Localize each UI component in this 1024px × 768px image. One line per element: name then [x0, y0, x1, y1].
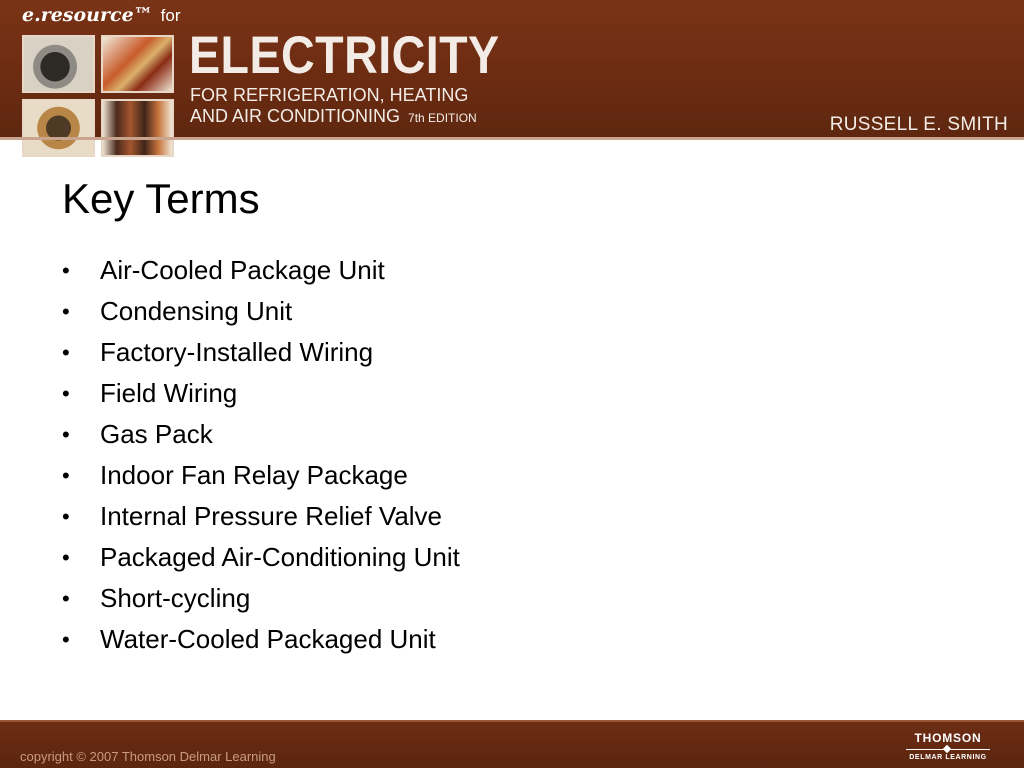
wire-tool-photo-icon [101, 35, 174, 93]
bullet-icon: • [62, 545, 70, 570]
bullet-icon: • [62, 340, 70, 365]
key-term-label: Short-cycling [100, 583, 251, 613]
publisher-logo [898, 731, 998, 761]
key-term-label: Air-Cooled Package Unit [100, 255, 385, 285]
key-term-label: Water-Cooled Packaged Unit [100, 624, 436, 654]
key-term-label: Packaged Air-Conditioning Unit [100, 542, 460, 572]
bullet-icon: • [62, 463, 70, 488]
subtitle-line2-text: AND AIR CONDITIONING [190, 106, 401, 126]
series-for: for [160, 6, 181, 25]
bullet-icon: • [62, 299, 70, 324]
key-term-label: Internal Pressure Relief Valve [100, 501, 443, 531]
fan-motor-photo-icon [22, 99, 95, 157]
book-subtitle-line2 [190, 107, 477, 125]
author-name: RUSSELL E. SMITH [829, 114, 1008, 135]
terminal-block-photo-icon [101, 99, 174, 157]
motor-photo-icon [22, 35, 95, 93]
bullet-icon: • [62, 586, 70, 611]
key-term-label: Field Wiring [100, 378, 238, 408]
publisher-name: THOMSON [914, 731, 982, 745]
bullet-icon: • [62, 422, 70, 447]
book-subtitle-line1: FOR REFRIGERATION, HEATING [190, 85, 469, 105]
key-term-label: Condensing Unit [100, 296, 293, 326]
banner-divider [0, 137, 1024, 140]
copyright-notice: copyright © 2007 Thomson Delmar Learning [20, 749, 276, 764]
footer-bar [0, 720, 1024, 768]
publisher-rule-icon [898, 745, 998, 754]
series-brand [22, 4, 181, 32]
bullet-icon: • [62, 504, 70, 529]
bullet-icon: • [62, 381, 70, 406]
book-title: ELECTRICITY [189, 26, 500, 85]
header-banner [0, 0, 1024, 137]
publisher-imprint: DELMAR LEARNING [909, 754, 987, 761]
slide-title: Key Terms [62, 175, 260, 222]
key-term-label: Factory-Installed Wiring [100, 337, 374, 367]
bullet-icon: • [62, 627, 70, 652]
series-prefix: e.resource™ [22, 4, 153, 26]
key-term-label: Indoor Fan Relay Package [100, 460, 408, 490]
key-term-label: Gas Pack [100, 419, 213, 449]
bullet-icon: • [62, 258, 70, 283]
edition-label: 7th EDITION [408, 111, 477, 125]
